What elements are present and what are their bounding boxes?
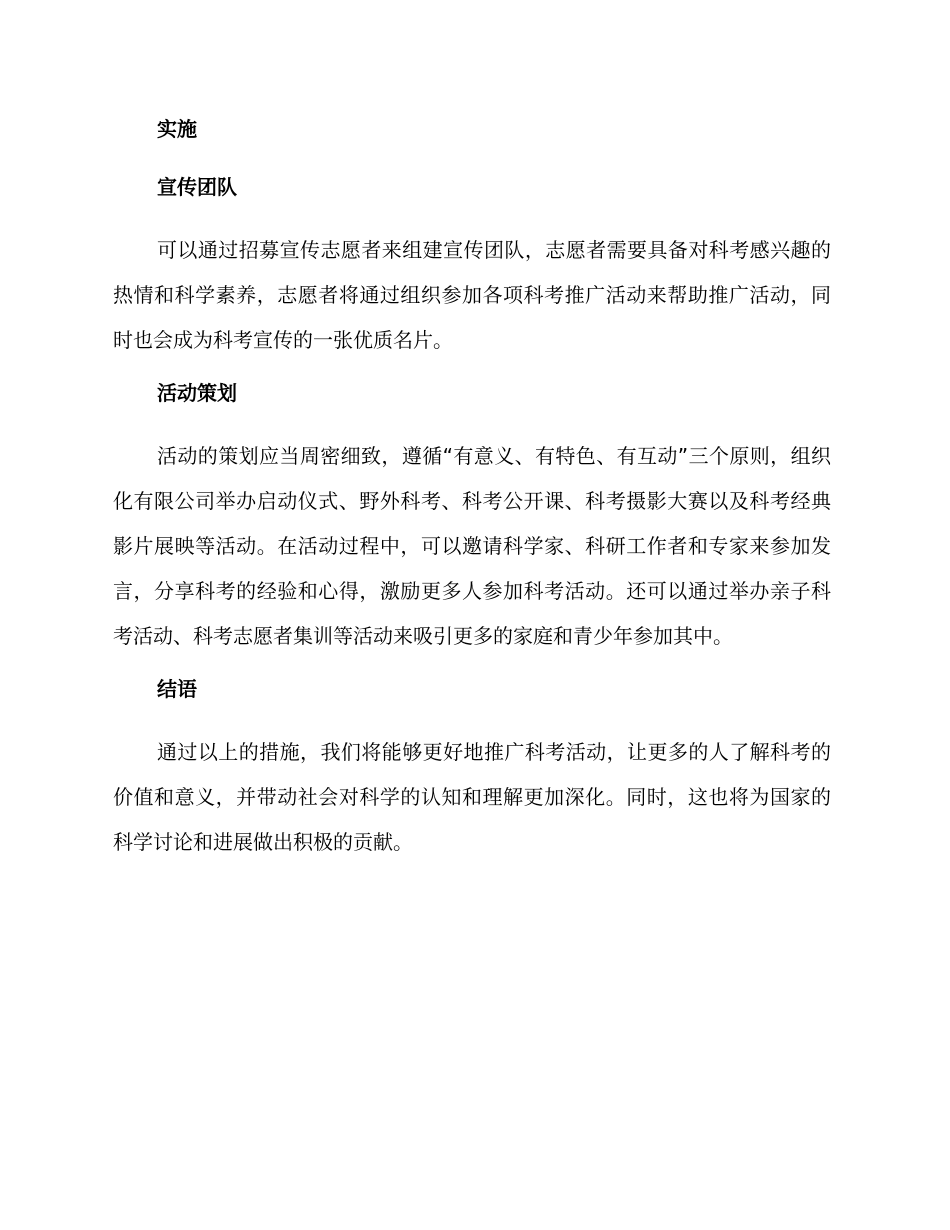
section-paragraph-conclusion: 通过以上的措施，我们将能够更好地推广科考活动，让更多的人了解科考的价值和意义，并带动社会对科学的认知和理解更加深化。同时，这也将为国家的科学讨论和进展做出积极的贡献。 — [113, 740, 831, 854]
document-page — [113, 112, 831, 878]
section-heading-activity-planning: 活动策划 — [157, 381, 237, 405]
section-paragraph-activity-planning: 活动的策划应当周密细致，遵循“有意义、有特色、有互动”三个原则，组织化有限公司举办启动仪式、野外科考、科考公开课、科考摄影大赛以及科考经典影片展映等活动。在活动过程中，可以邀请科学家、科研工作者和专家来参加发言，分享科考的经验和心得，激励更多人参加科考活动。还可以通过举办亲子科考活动、科考志愿者集训等活动来吸引更多的家庭和青少年参加其中。 — [113, 444, 831, 648]
section-heading-conclusion: 结语 — [157, 677, 197, 701]
section-heading-publicity-team: 宣传团队 — [157, 175, 237, 199]
section-paragraph-publicity-team: 可以通过招募宣传志愿者来组建宣传团队，志愿者需要具备对科考感兴趣的热情和科学素养，志愿者将通过组织参加各项科考推广活动来帮助推广活动，同时也会成为科考宣传的一张优质名片。 — [113, 238, 831, 352]
page-title: 实施 — [157, 117, 197, 141]
